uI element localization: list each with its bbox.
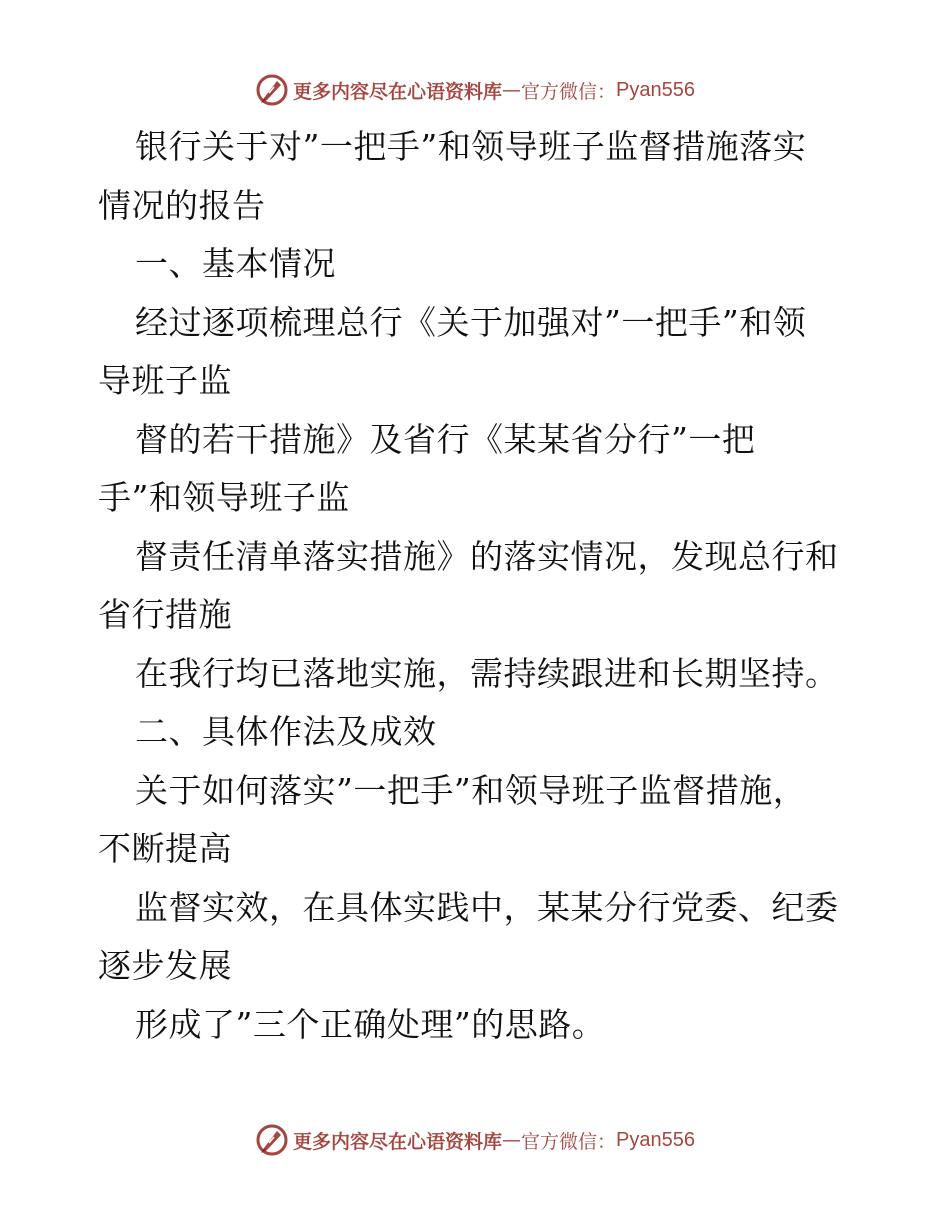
document-line: 在我行均已落地实施，需持续跟进和长期坚持。 xyxy=(135,653,839,693)
watermark-wechat-label: 官方微信： xyxy=(521,1130,617,1153)
watermark-wechat-id: Pyan556 xyxy=(616,1128,695,1151)
document-body xyxy=(98,118,858,1054)
pen-nib-logo-icon xyxy=(255,1123,289,1157)
document-line: 情况的报告 xyxy=(98,185,266,225)
document-line: 不断提高 xyxy=(98,829,232,868)
document-line: 银行关于对”一把手”和领导班子监督措施落实 xyxy=(135,127,807,166)
watermark-text: 更多内容尽在心语资料库 xyxy=(293,1130,503,1153)
document-line: 省行措施 xyxy=(98,595,232,634)
document-line: 导班子监 xyxy=(98,361,232,400)
watermark-wechat-id: Pyan556 xyxy=(616,78,695,101)
pen-nib-logo-icon xyxy=(255,73,289,107)
document-line: 逐步发展 xyxy=(98,946,232,985)
header-watermark xyxy=(0,70,950,110)
document-line: 手”和领导班子监 xyxy=(98,478,350,517)
watermark-wechat-label: 官方微信： xyxy=(521,80,617,103)
document-line: 一、基本情况 xyxy=(135,244,336,283)
document-line: 二、具体作法及成效 xyxy=(135,712,437,751)
document-line: 经过逐项梳理总行《关于加强对”一把手”和领 xyxy=(135,302,807,342)
document-line: 形成了”三个正确处理”的思路。 xyxy=(135,1004,606,1044)
watermark-dash: — xyxy=(502,79,522,101)
watermark-text: 更多内容尽在心语资料库 xyxy=(293,80,503,103)
document-line: 关于如何落实”一把手”和领导班子监督措施， xyxy=(135,770,807,810)
document-line: 督责任清单落实措施》的落实情况，发现总行和 xyxy=(135,536,839,576)
document-line: 督的若干措施》及省行《某某省分行”一把 xyxy=(135,419,756,459)
document-line: 监督实效，在具体实践中，某某分行党委、纪委 xyxy=(135,887,839,927)
footer-watermark xyxy=(0,1120,950,1160)
watermark-dash: — xyxy=(502,1129,522,1151)
